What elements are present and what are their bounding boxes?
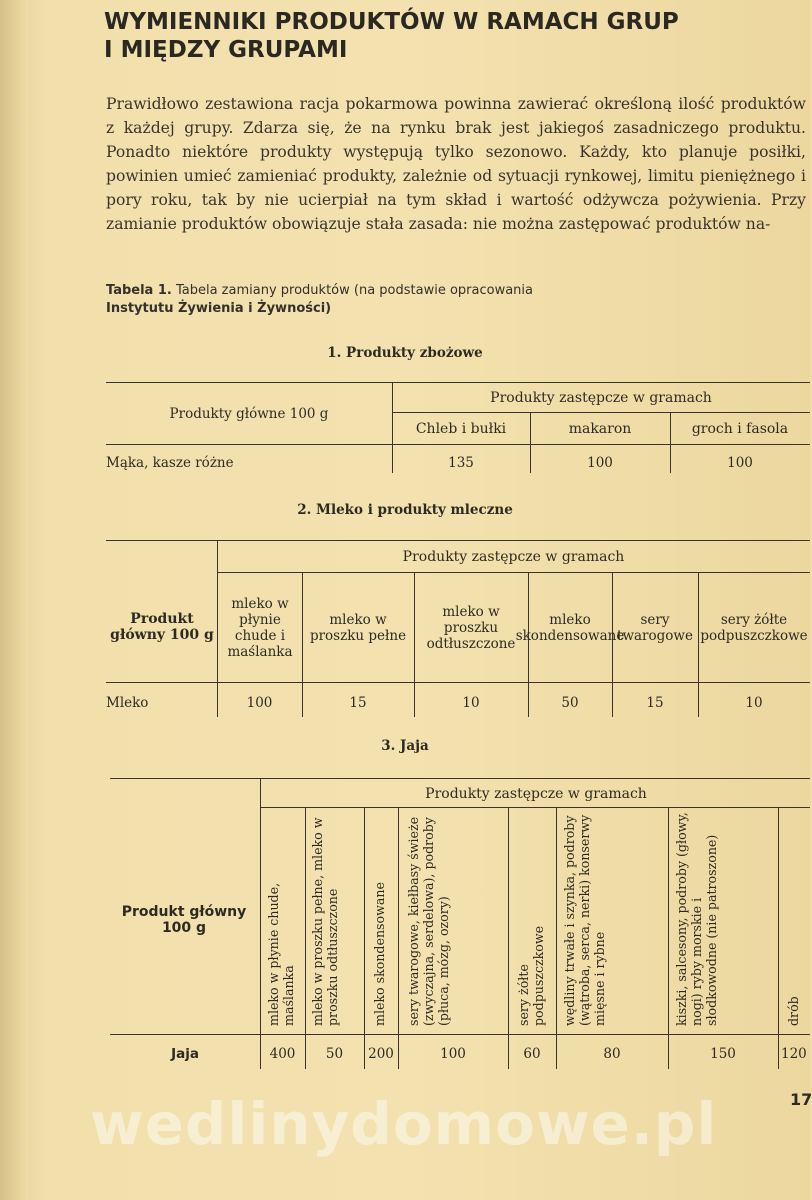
title-line-1: WYMIENNIKI PRODUKTÓW W RAMACH GRUP <box>104 9 679 35</box>
table1-header-bottom-rule <box>106 444 810 445</box>
table1-value: 100 <box>727 455 753 471</box>
table3-column-header: mleko w proszku pełne, mleko w proszku odtłuszczone <box>310 817 340 1026</box>
table3-column-header: mleko w płynie chude, maślanka <box>266 882 296 1026</box>
table2-value: 10 <box>462 695 480 711</box>
table2-row-label: Mleko <box>106 695 149 711</box>
watermark: wedlinydomowe.pl <box>90 1090 718 1158</box>
table2-column-header: sery twarogowe <box>617 612 693 644</box>
table1-column-header: groch i fasola <box>691 420 789 437</box>
title-line-2: I MIĘDZY GRUPAMI <box>104 37 348 63</box>
table1-column-header: Chleb i bułki <box>415 420 507 437</box>
table2-subheader-rule <box>217 572 810 573</box>
table2-header-bottom-rule <box>106 682 810 683</box>
table2-column-header: mleko skondensowane <box>515 612 625 644</box>
table3-value: 150 <box>710 1046 736 1062</box>
table1-sub-header: Produkty zastępcze w gramach <box>490 390 712 406</box>
table-caption <box>106 282 786 318</box>
table3-value: 80 <box>603 1046 621 1062</box>
table2-column-header: sery żółte podpuszczkowe <box>700 612 808 644</box>
table3-value: 50 <box>325 1046 344 1062</box>
table3-main-header: Produkt główny 100 g <box>121 904 247 936</box>
table3-subheader-rule <box>260 807 810 808</box>
table3-sub-header: Produkty zastępcze w gramach <box>425 785 647 802</box>
table3-divider <box>556 808 557 1069</box>
table3-heading: 3. Jaja <box>381 738 429 754</box>
table3-column-header: kiszki, salcesony, podroby (głowy, nogi) ryby morskie i słodkowodne (nie patroszone) <box>674 812 719 1026</box>
table3-divider <box>508 808 509 1069</box>
table2-top-rule <box>106 540 810 541</box>
table3-column-header: sery żółte podpuszczkowe <box>516 925 546 1026</box>
table2-value: 15 <box>646 695 664 711</box>
table1-value: 100 <box>587 455 613 471</box>
table1-column-header: makaron <box>568 420 632 437</box>
table3-column-header: wędliny trwałe i szynka, podroby (wątroba, serca, nerki) konserwy mięsne i rybne <box>562 814 607 1026</box>
table3-header-bottom-rule <box>110 1034 810 1035</box>
table1-top-rule <box>106 382 810 383</box>
table3-divider <box>260 779 261 1069</box>
table3-divider <box>778 808 779 1069</box>
page-spine-shadow <box>0 0 28 1200</box>
intro-paragraph: Prawidłowo zestawiona racja pokarmowa powinna zawierać określoną ilość produktów z każdej grupy. Zdarza się, że na rynku brak jest jakiegoś zasadniczego produktu. Ponadto niektóre produkty występują tylko sezonowo. Każdy, kto planuje posiłki, powinien umieć zamieniać produkty, zależnie od sytuacji rynkowej, limitu pieniężnego i pory roku, tak by nie ucierpiał na tym skład i wartość odżywcza pożywienia. Przy zamianie produktów obowiązuje stała zasada: nie można zastępować produktów na- <box>106 95 806 233</box>
page-title <box>104 8 784 64</box>
table3-value: 120 <box>781 1046 807 1062</box>
table2-column-header: mleko w proszku pełne <box>309 612 407 644</box>
table3-value: 100 <box>440 1046 466 1062</box>
table1-main-header: Produkty główne 100 g <box>169 406 329 422</box>
table1-value: 135 <box>448 455 474 471</box>
table3-column-header: drób <box>786 996 801 1026</box>
table3-divider <box>398 808 399 1069</box>
table2-column-header: mleko w proszku odtłuszczone <box>426 604 516 652</box>
table3-column-header: sery twarogowe, kiełbasy świeże (zwyczajna, serdelowa), podroby (płuca, mózg, ozory) <box>406 816 451 1026</box>
table3-divider <box>305 808 306 1069</box>
table3-top-rule <box>110 778 810 779</box>
table3-value: 200 <box>368 1046 394 1062</box>
table2-value: 50 <box>561 695 579 711</box>
table3-value: 400 <box>269 1046 296 1062</box>
table2-main-header: Produkt główny 100 g <box>110 611 214 643</box>
page-number: 17 <box>790 1090 812 1109</box>
table3-divider <box>364 808 365 1069</box>
table3-divider <box>668 808 669 1069</box>
caption-text-2: Instytutu Żywienia i Żywności) <box>106 301 332 316</box>
table3-column-header: mleko skondensowane <box>372 882 387 1026</box>
table2-sub-header: Produkty zastępcze w gramach <box>402 549 625 565</box>
table1-heading: 1. Produkty zbożowe <box>327 345 483 361</box>
caption-text-1: Tabela zamiany produktów (na podstawie opracowania <box>175 283 533 298</box>
table3-value: 60 <box>523 1046 541 1062</box>
table3-row-label: Jaja <box>171 1046 199 1062</box>
table1-row-label: Mąka, kasze różne <box>106 455 234 471</box>
table2-value: 15 <box>349 695 367 711</box>
caption-label: Tabela 1. <box>106 283 172 298</box>
table2-column-header: mleko w płynie chude i maślanka <box>227 596 293 660</box>
table2-heading: 2. Mleko i produkty mleczne <box>297 502 513 518</box>
table2-value: 100 <box>246 695 273 711</box>
table2-value: 10 <box>745 695 763 711</box>
